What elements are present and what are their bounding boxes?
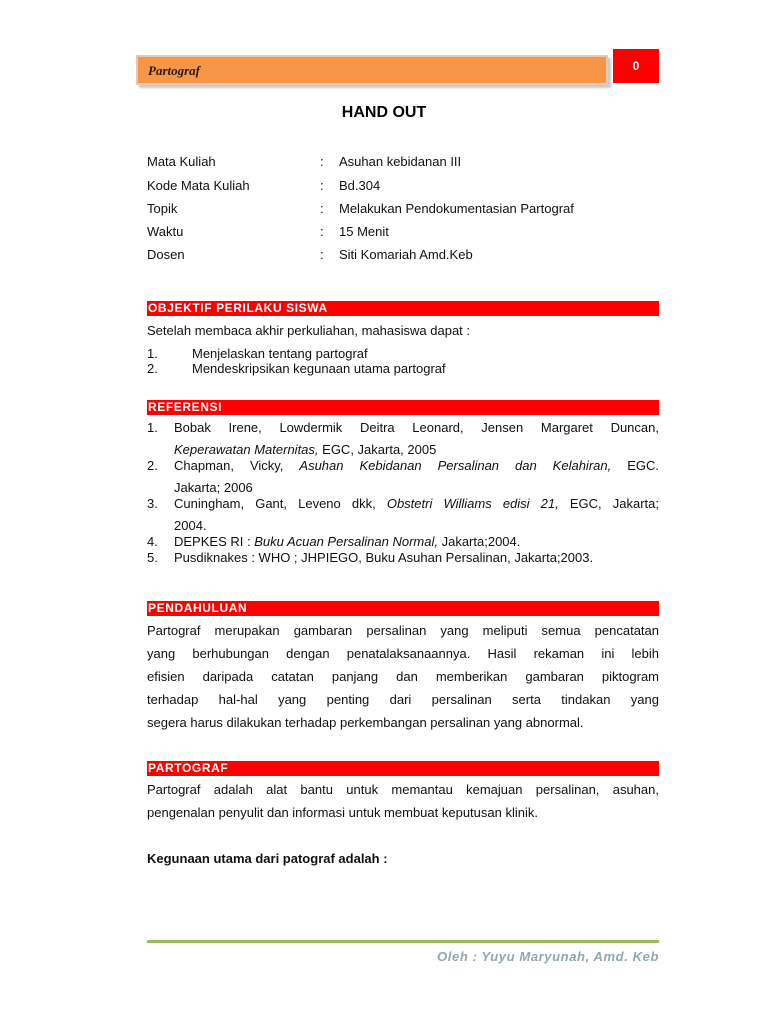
header-title: Partograf: [148, 63, 200, 78]
reference-number: 1.: [147, 420, 158, 435]
info-row-waktu: [147, 224, 667, 244]
paragraph-line: yang berhubungan dengan penatalaksanaannya. Hasil rekaman ini lebih: [147, 646, 659, 661]
reference-title: Buku Acuan Persalinan Normal,: [254, 534, 438, 549]
reference-title: Asuhan Kebidanan Persalinan dan Kelahiran,: [299, 458, 612, 473]
header-bar: [136, 55, 608, 85]
reference-item: [147, 534, 659, 550]
footer-author: Oleh : Yuyu Maryunah, Amd. Keb: [437, 949, 659, 964]
info-label: Kode Mata Kuliah: [147, 178, 250, 193]
reference-line: [174, 518, 659, 533]
info-row-kode: [147, 178, 667, 198]
info-label: Topik: [147, 201, 178, 216]
document-title: HAND OUT: [341, 104, 427, 121]
info-value: 15 Menit: [339, 224, 389, 239]
reference-text: 2004.: [174, 518, 207, 533]
reference-line: [174, 480, 659, 495]
list-text: Mendeskripsikan kegunaan utama partograf: [192, 361, 446, 376]
info-colon: :: [320, 178, 324, 193]
reference-text: EGC.: [611, 458, 659, 473]
objektif-intro: Setelah membaca akhir perkuliahan, mahasiswa dapat :: [147, 323, 471, 338]
reference-line: [174, 458, 659, 473]
paragraph-line: terhadap hal-hal yang penting dari persalinan serta tindakan yang: [147, 692, 659, 707]
info-value: Asuhan kebidanan III: [339, 154, 462, 169]
reference-line: [174, 420, 659, 435]
reference-number: 4.: [147, 534, 158, 549]
list-number: 2.: [147, 361, 158, 376]
reference-text: Jakarta; 2006: [174, 480, 253, 495]
reference-line: [174, 496, 659, 511]
pendahuluan-paragraph: [147, 619, 659, 734]
list-item: [147, 361, 659, 377]
paragraph-line: Partograf merupakan gambaran persalinan yang meliputi semua pencatatan: [147, 623, 659, 638]
section-heading-pendahuluan: PENDAHULUAN: [147, 601, 659, 616]
reference-text: Jakarta;2004.: [437, 534, 521, 549]
paragraph-line: Partograf adalah alat bantu untuk memantau kemajuan persalinan, asuhan,: [147, 782, 659, 797]
info-colon: :: [320, 224, 324, 239]
reference-text: Bobak Irene, Lowdermik Deitra Leonard, Jensen Margaret Duncan,: [174, 420, 659, 435]
info-row-topik: [147, 201, 667, 221]
info-colon: :: [320, 154, 324, 169]
reference-line: [174, 442, 659, 457]
reference-number: 5.: [147, 550, 158, 565]
info-label: Mata Kuliah: [147, 154, 216, 169]
reference-line: [174, 550, 659, 565]
reference-title: Keperawatan Maternitas,: [174, 442, 319, 457]
page-number: 0: [613, 49, 659, 83]
reference-line: [174, 534, 659, 549]
reference-item: [147, 550, 659, 566]
info-colon: :: [320, 247, 324, 262]
list-item: [147, 346, 659, 362]
info-value: Bd.304: [339, 178, 381, 193]
reference-item: [147, 420, 659, 458]
reference-text: Pusdiknakes : WHO ; JHPIEGO, Buku Asuhan Persalinan, Jakarta;2003.: [174, 550, 594, 565]
reference-number: 3.: [147, 496, 158, 511]
paragraph-line: pengenalan penyulit dan informasi untuk membuat keputusan klinik.: [147, 805, 538, 820]
reference-text: EGC, Jakarta, 2005: [318, 442, 437, 457]
section-heading-partograf: PARTOGRAF: [147, 761, 659, 776]
kegunaan-heading: Kegunaan utama dari patograf adalah :: [147, 851, 388, 866]
footer-divider: [147, 940, 659, 943]
info-row-dosen: [147, 247, 667, 267]
reference-text: DEPKES RI :: [174, 534, 255, 549]
list-number: 1.: [147, 346, 158, 361]
partograf-paragraph: [147, 778, 659, 824]
reference-item: [147, 458, 659, 496]
info-label: Waktu: [147, 224, 184, 239]
list-text: Menjelaskan tentang partograf: [192, 346, 368, 361]
reference-number: 2.: [147, 458, 158, 473]
info-colon: :: [320, 201, 324, 216]
reference-item: [147, 496, 659, 534]
reference-text: Cuningham, Gant, Leveno dkk,: [174, 496, 387, 511]
reference-text: Chapman, Vicky,: [174, 458, 300, 473]
reference-title: Obstetri Williams edisi 21,: [386, 496, 559, 511]
reference-text: EGC, Jakarta;: [558, 496, 659, 511]
section-heading-objektif: OBJEKTIF PERILAKU SISWA: [147, 301, 659, 316]
section-heading-referensi: REFERENSI: [147, 400, 659, 415]
paragraph-line: efisien daripada catatan panjang dan memberikan gambaran piktogram: [147, 669, 659, 684]
paragraph-line: segera harus dilakukan terhadap perkembangan persalinan yang abnormal.: [147, 715, 584, 730]
info-row-mata-kuliah: [147, 154, 667, 174]
info-label: Dosen: [147, 247, 185, 262]
info-value: Siti Komariah Amd.Keb: [339, 247, 473, 262]
info-value: Melakukan Pendokumentasian Partograf: [339, 201, 574, 216]
